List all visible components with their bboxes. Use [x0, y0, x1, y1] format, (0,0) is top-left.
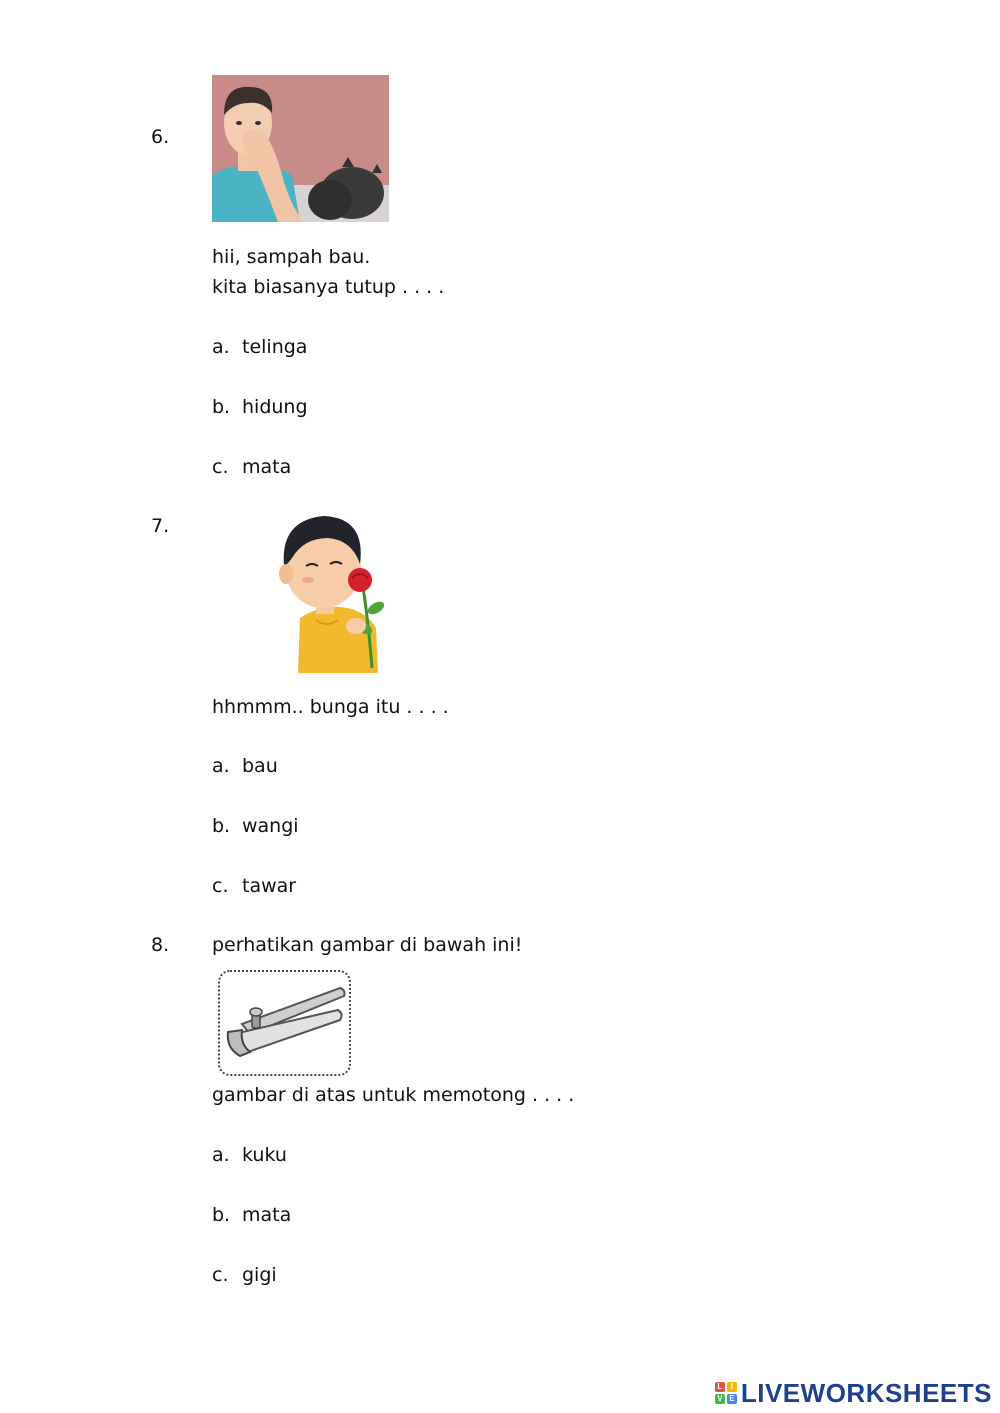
nail-clipper-illustration: [218, 970, 351, 1076]
liveworksheets-logo[interactable]: [715, 1378, 992, 1408]
option-letter: a.: [212, 336, 230, 358]
option-text[interactable]: telinga: [242, 336, 308, 358]
option-text[interactable]: kuku: [242, 1144, 287, 1166]
question-prompt-line: hhmmm.. bunga itu . . . .: [212, 696, 449, 718]
boy-smelling-rose-illustration: [268, 508, 408, 673]
question-number: 8.: [151, 934, 170, 956]
question-prompt-line: gambar di atas untuk memotong . . . .: [212, 1084, 575, 1106]
option-text[interactable]: mata: [242, 1204, 292, 1226]
option-letter: a.: [212, 1144, 230, 1166]
option-text[interactable]: hidung: [242, 396, 308, 418]
question-intro: perhatikan gambar di bawah ini!: [212, 934, 523, 956]
question-prompt-line: kita biasanya tutup . . . .: [212, 276, 445, 298]
option-letter: b.: [212, 1204, 231, 1226]
question-number: 6.: [151, 126, 170, 148]
option-text[interactable]: mata: [242, 456, 292, 478]
option-letter: c.: [212, 1264, 229, 1286]
option-text[interactable]: bau: [242, 755, 278, 777]
logo-text: LIVEWORKSHEETS: [740, 1377, 992, 1408]
person-covering-nose-illustration: [212, 75, 389, 222]
option-letter: c.: [212, 456, 229, 478]
option-letter: a.: [212, 755, 230, 777]
option-text[interactable]: gigi: [242, 1264, 277, 1286]
option-letter: c.: [212, 875, 229, 897]
option-letter: b.: [212, 396, 231, 418]
question-prompt-line: hii, sampah bau.: [212, 246, 371, 268]
option-text[interactable]: wangi: [242, 815, 299, 837]
question-number: 7.: [151, 515, 170, 537]
option-text[interactable]: tawar: [242, 875, 297, 897]
option-letter: b.: [212, 815, 231, 837]
logo-mark-icon: L I V E: [715, 1382, 737, 1404]
